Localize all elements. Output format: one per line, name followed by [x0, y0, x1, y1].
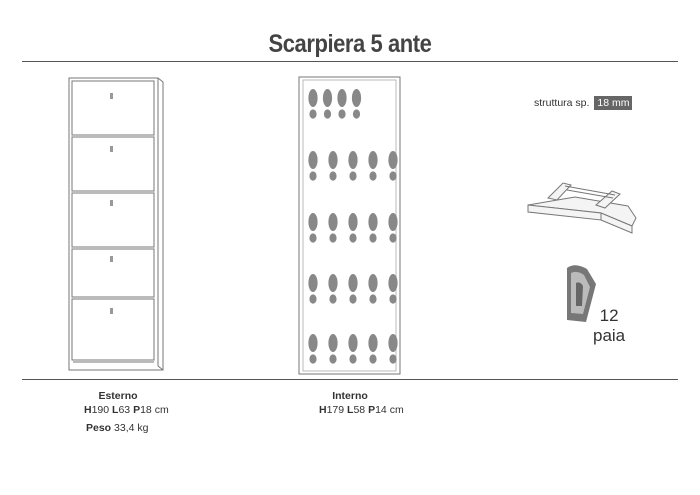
- page-title: Scarpiera 5 ante: [268, 30, 432, 58]
- pairs-unit: paia: [593, 326, 626, 345]
- thickness-value: 18 mm: [594, 96, 632, 110]
- internal-heading: Interno: [332, 390, 368, 402]
- external-weight: Peso 33,4 kg: [86, 422, 149, 434]
- thickness-label: [534, 96, 632, 110]
- pairs-number: 12: [599, 306, 619, 325]
- external-heading: Esterno: [98, 390, 138, 402]
- external-dimensions: H190 L63 P18 cm: [84, 404, 169, 416]
- thickness-label-text: struttura sp.: [534, 97, 590, 109]
- pairs-count: [593, 306, 625, 346]
- internal-dimensions: H179 L58 P14 cm: [319, 404, 404, 416]
